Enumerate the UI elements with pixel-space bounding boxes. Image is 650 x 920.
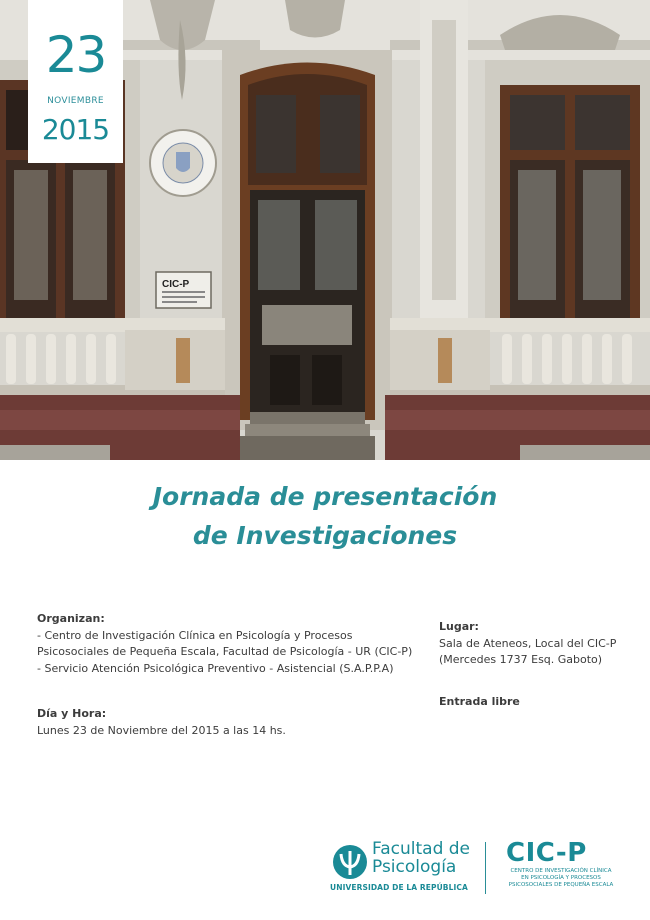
location-section	[439, 619, 639, 669]
date-badge	[28, 0, 123, 163]
psi-icon	[330, 842, 370, 882]
cicp-name: CIC-P	[506, 838, 587, 868]
date-year: 2015	[41, 113, 110, 146]
event-title-line1: Jornada de presentación	[152, 482, 498, 511]
date-day: 23	[45, 26, 106, 84]
date-month: NOVIEMBRE	[47, 96, 104, 106]
event-title-line2: de Investigaciones	[192, 521, 458, 550]
cicp-subtitle	[496, 868, 626, 889]
organizers-line: - Servicio Atención Psicológica Preventivo - Asistencial (S.A.P.P.A)	[37, 661, 394, 675]
cicp-subtitle-line: PSICOSOCIALES DE PEQUEÑA ESCALA	[508, 882, 614, 888]
facultad-name-line2: Psicología	[372, 857, 457, 877]
facultad-name-line1: Facultad de	[372, 839, 471, 859]
date-time-text: Lunes 23 de Noviembre del 2015 a las 14 hs.	[37, 723, 286, 737]
organizers-line: - Centro de Investigación Clínica en Psicología y Procesos	[37, 628, 353, 642]
cicp-logo	[494, 838, 644, 898]
organizers-line: Psicosociales de Pequeña Escala, Facultad de Psicología - UR (CIC-P)	[37, 645, 413, 658]
location-heading: Lugar:	[439, 620, 479, 633]
cicp-subtitle-line: CENTRO DE INVESTIGACIÓN CLÍNICA	[510, 868, 612, 874]
location-line: Sala de Ateneos, Local del CIC-P	[439, 636, 617, 650]
facultad-psicologia-logo	[330, 840, 480, 895]
organizers-section	[37, 611, 417, 677]
date-time-heading: Día y Hora:	[37, 707, 107, 720]
date-time-section	[37, 706, 417, 739]
cicp-subtitle-line: EN PSICOLOGÍA Y PROCESOS	[521, 875, 601, 881]
free-entry-label: Entrada libre	[439, 695, 520, 708]
logo-divider	[485, 842, 486, 894]
organizers-heading: Organizan:	[37, 612, 105, 625]
university-name: UNIVERSIDAD DE LA REPÚBLICA	[330, 883, 468, 892]
plaque-label: CIC-P	[162, 279, 190, 290]
location-line: (Mercedes 1737 Esq. Gaboto)	[439, 653, 603, 666]
